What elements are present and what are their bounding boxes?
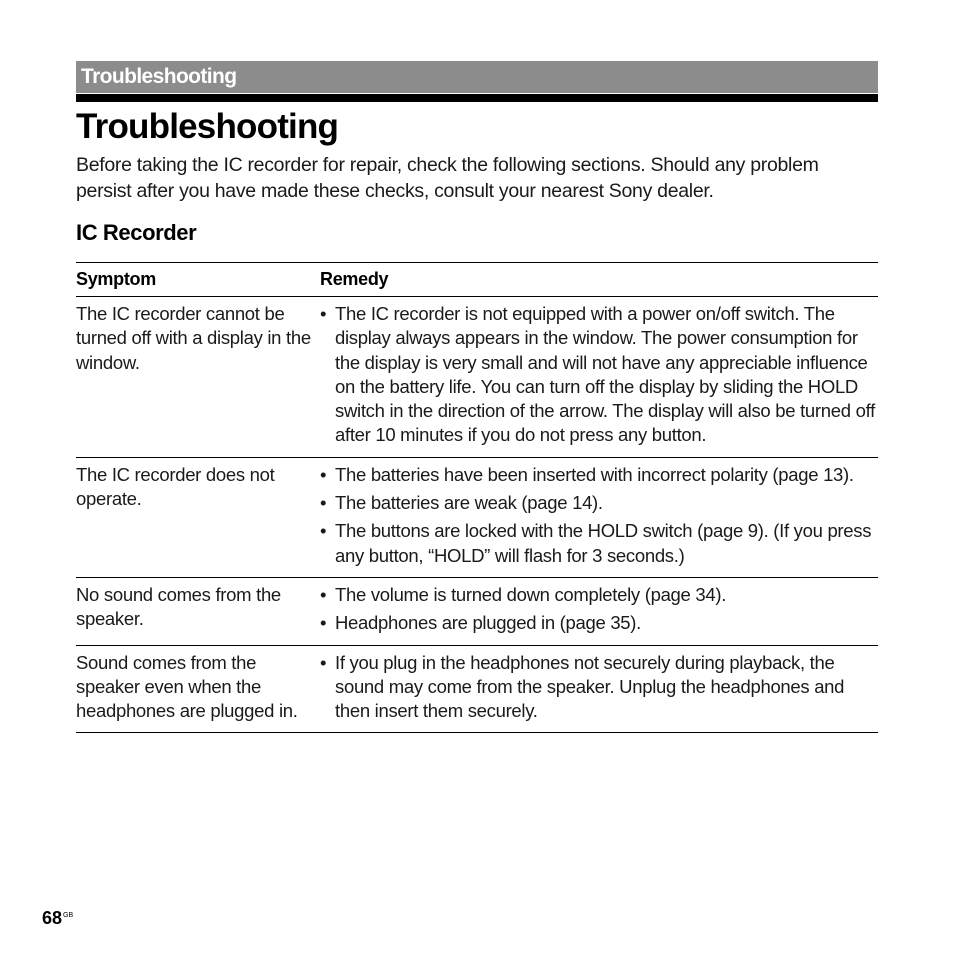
remedy-text: Headphones are plugged in (page 35). <box>335 612 641 634</box>
page-locale-code: GB <box>63 912 74 919</box>
remedy-list <box>320 302 878 448</box>
bullet-icon: • <box>320 612 327 634</box>
bullet-icon: • <box>320 463 327 485</box>
bullet-icon: • <box>320 303 327 324</box>
remedy-list <box>320 583 878 636</box>
page-title: Troubleshooting <box>76 107 339 146</box>
symptom-column-header: Symptom <box>76 269 156 290</box>
table-header-row <box>76 263 878 296</box>
section-header-label: Troubleshooting <box>81 65 237 88</box>
table-row <box>76 457 878 577</box>
remedy-item <box>320 302 878 448</box>
intro-paragraph: Before taking the IC recorder for repair, check the following sections. Should any problem persist after you have made these checks, consult your nearest Sony dealer. <box>76 154 819 202</box>
section-header-bar <box>76 61 878 93</box>
symptom-cell: Sound comes from the speaker even when the headphones are plugged in. <box>76 651 298 722</box>
troubleshooting-table <box>76 262 878 733</box>
remedy-item <box>320 651 878 724</box>
remedy-cell <box>320 463 878 568</box>
bullet-icon: • <box>320 520 327 542</box>
remedy-text: The buttons are locked with the HOLD switch (page 9). (If you press any button, “HOLD” will flash for 3 seconds.) <box>335 520 872 566</box>
remedy-cell <box>320 583 878 636</box>
remedy-list <box>320 651 878 724</box>
symptom-cell: The IC recorder cannot be turned off with a display in the window. <box>76 303 311 373</box>
remedy-item <box>320 463 878 487</box>
remedy-cell <box>320 651 878 724</box>
remedy-item <box>320 611 878 635</box>
remedy-column-header: Remedy <box>320 269 389 290</box>
page-number-value: 68 <box>42 908 63 928</box>
table-row <box>76 645 878 733</box>
symptom-cell: No sound comes from the speaker. <box>76 583 281 630</box>
bullet-icon: • <box>320 651 327 673</box>
remedy-text: If you plug in the headphones not securely during playback, the sound may come from the speaker. Unplug the headphones and then insert them securely. <box>335 651 845 722</box>
remedy-item <box>320 491 878 515</box>
remedy-item <box>320 519 878 568</box>
remedy-cell <box>320 302 878 448</box>
bullet-icon: • <box>320 492 327 514</box>
remedy-list <box>320 463 878 568</box>
table-row <box>76 577 878 645</box>
table-row <box>76 296 878 457</box>
section-divider <box>76 94 878 102</box>
remedy-text: The volume is turned down completely (page 34). <box>335 583 727 605</box>
remedy-text: The batteries are weak (page 14). <box>335 492 603 514</box>
remedy-text: The IC recorder is not equipped with a power on/off switch. The display always appears in the window. The power consumption for the display is very small and will not have any appreciable influence on the battery life. You can turn off the display by sliding the HOLD switch in the direction of the arrow. The display will also be turned off after 10 minutes if you do not press any button. <box>335 303 875 446</box>
page-number <box>42 908 73 929</box>
remedy-item <box>320 583 878 607</box>
symptom-cell: The IC recorder does not operate. <box>76 463 275 510</box>
remedy-text: The batteries have been inserted with incorrect polarity (page 13). <box>335 463 854 485</box>
bullet-icon: • <box>320 583 327 605</box>
subheading-ic-recorder: IC Recorder <box>76 220 197 245</box>
